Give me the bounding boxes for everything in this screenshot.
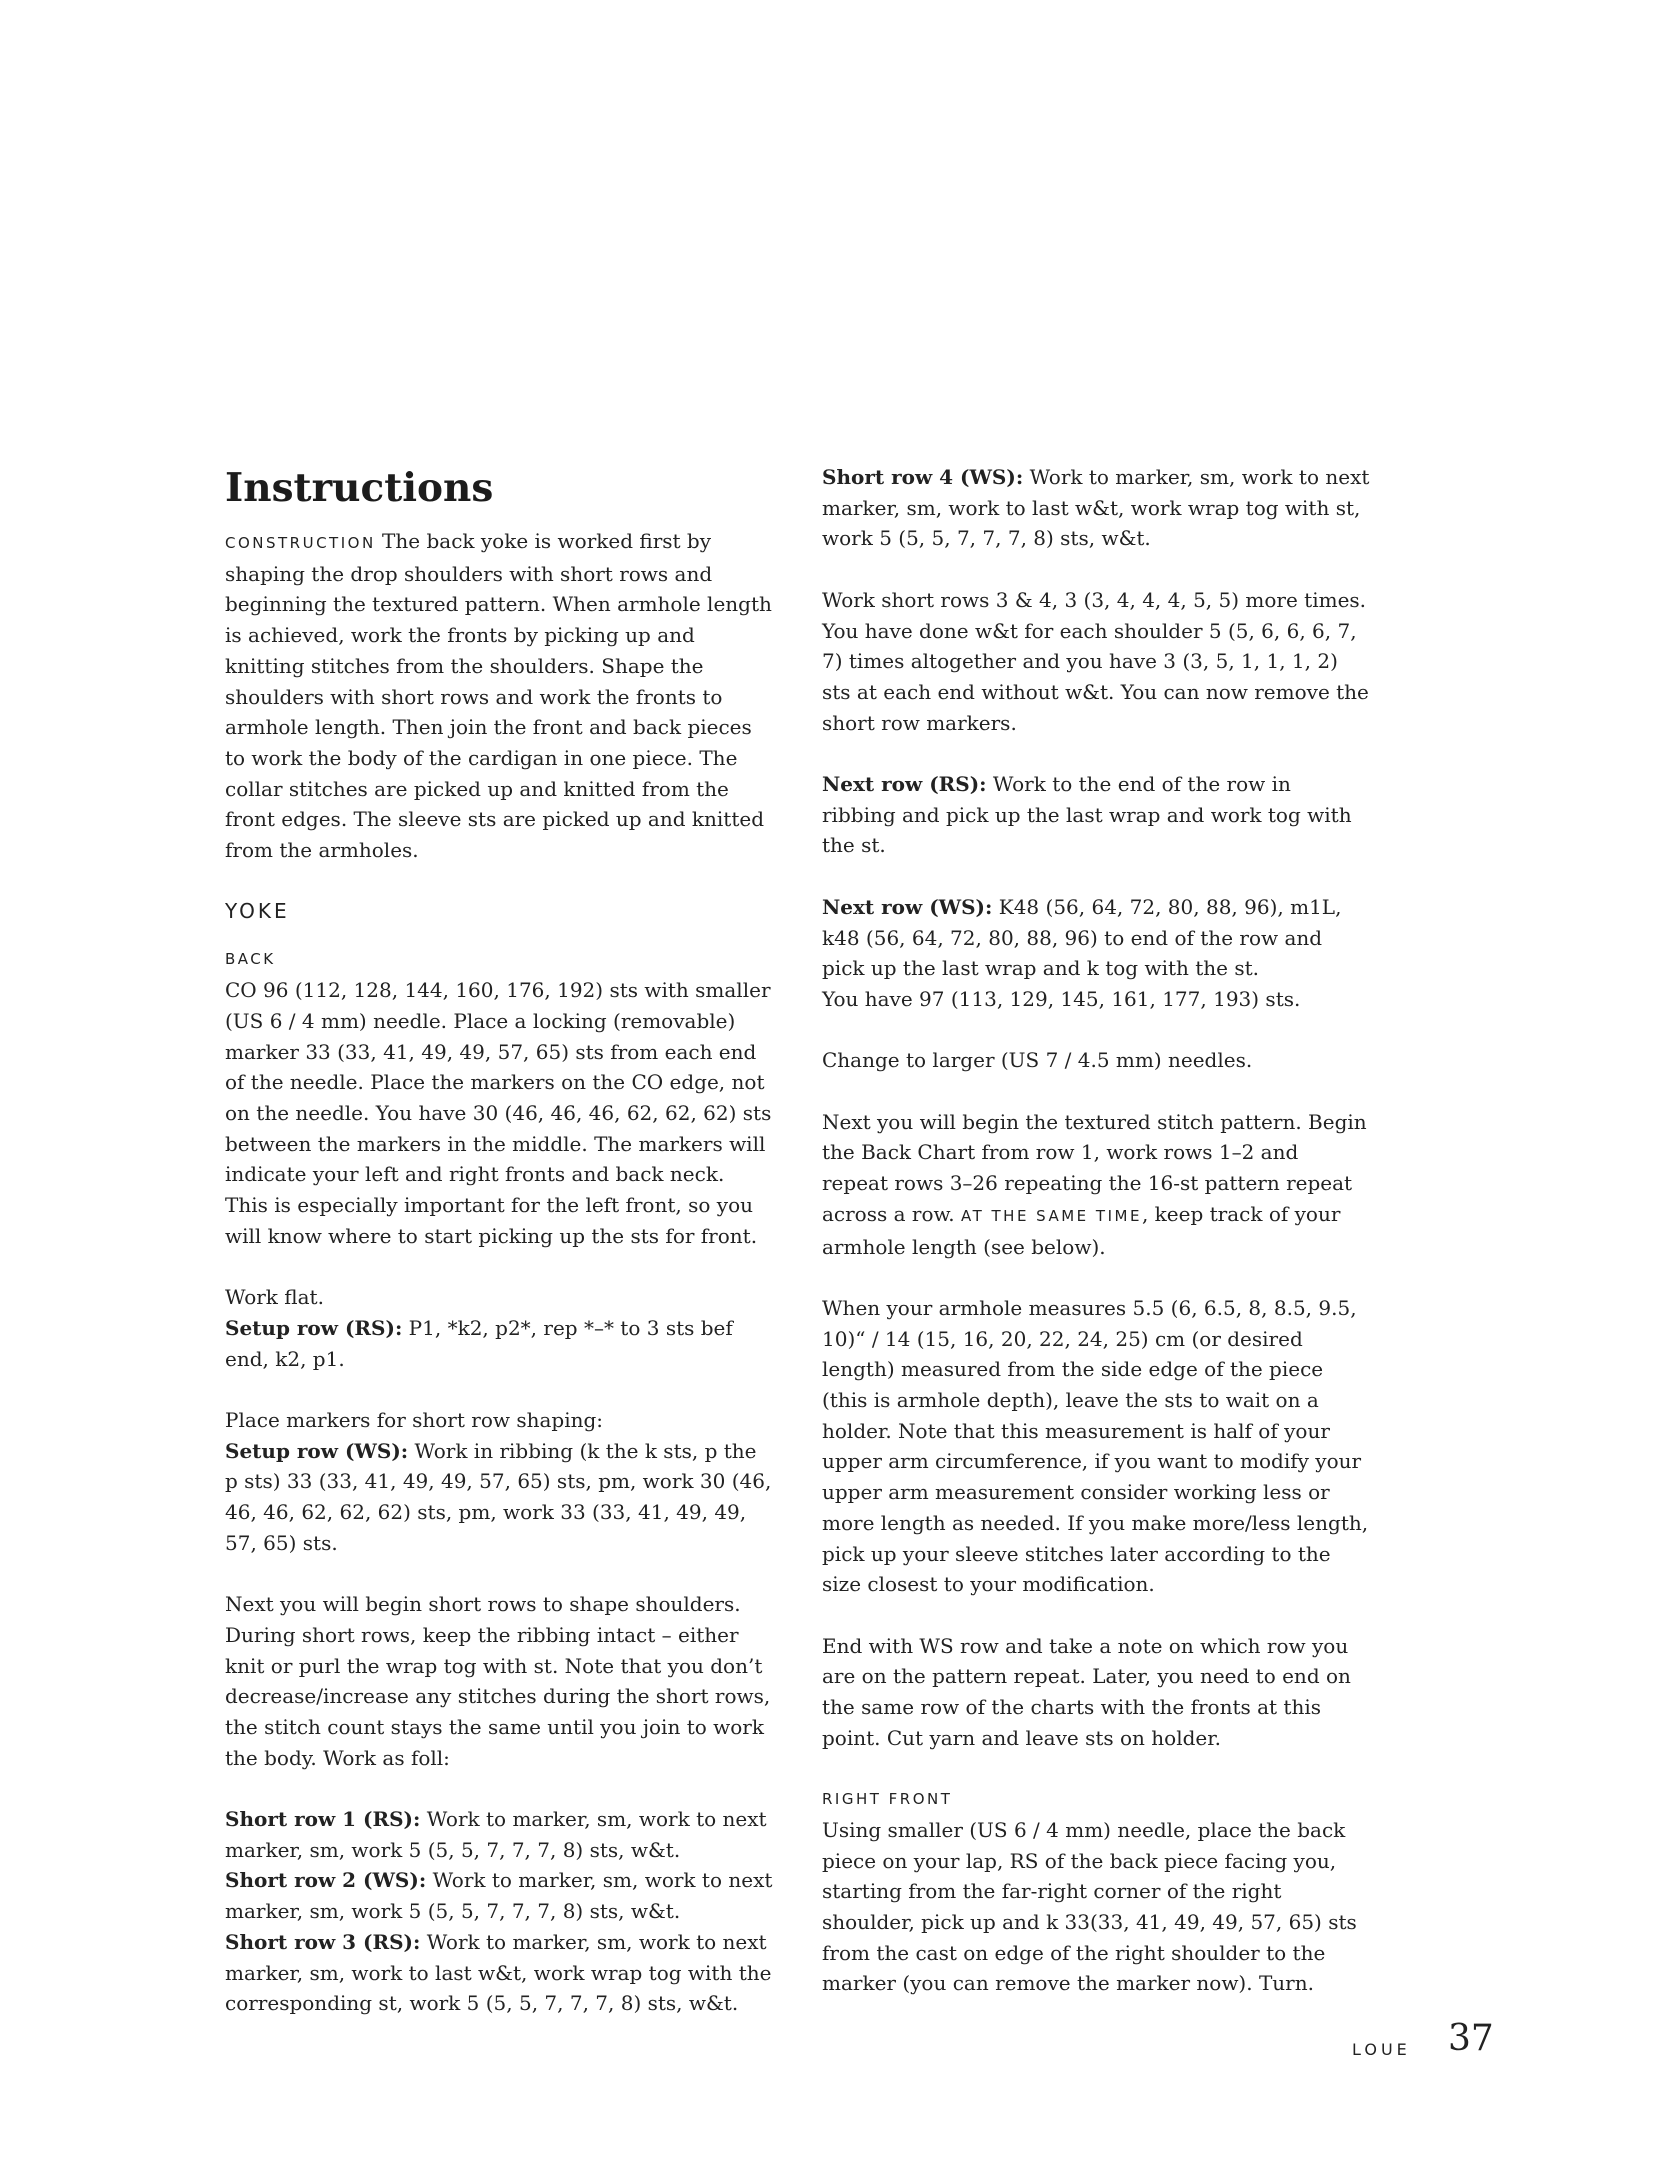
short-rows-intro-paragraph: Next you will begin short rows to shape shoulders. During short rows, keep the ribbing intact – either knit or purl the wrap tog with st. Note that you don’t decrease/increase any stitches during the short rows, the stitch count stays the same until you join to work the body. Work as foll: <box>225 1592 771 1770</box>
at-the-same-time-label: AT THE SAME TIME <box>960 1206 1142 1225</box>
right-column <box>822 462 1370 1999</box>
construction-text: The back yoke is worked first by shaping the drop shoulders with short rows and beginning the textured pattern. When armhole length is achieved, work the fronts by picking up and knitting stitches from the shoulders. Shape the shoulders with short rows and work the fronts to armhole length. Then join the front and back pieces to work the body of the cardigan in one piece. The collar stitches are picked up and knitted from the front edges. The sleeve sts are picked up and knitted from the armholes. <box>225 529 772 863</box>
end-ws-paragraph: End with WS row and take a note on which row you are on the pattern repeat. Later, you need to end on the same row of the charts with the fronts at this point. Cut yarn and leave sts on holder. <box>822 1633 1351 1750</box>
setup-row-rs-label: Setup row (RS): <box>225 1315 403 1340</box>
short-row-1-label: Short row 1 (RS): <box>225 1807 421 1832</box>
page-title: Instructions <box>225 465 494 511</box>
place-markers-text: Place markers for short row shaping: <box>225 1407 604 1432</box>
short-row-2-label: Short row 2 (WS): <box>225 1868 427 1893</box>
short-row-2-text: Work to marker, sm, work to next marker, sm, work 5 (5, 5, 7, 7, 7, 8) sts, w&t. <box>225 1868 773 1924</box>
textured-pattern-paragraph <box>822 1107 1370 1263</box>
short-row-4-text: Work to marker, sm, work to next marker, sm, work to last w&t, work wrap tog with st, work 5 (5, 5, 7, 7, 7, 8) sts, w&t. <box>822 465 1370 551</box>
next-row-rs-paragraph <box>822 769 1370 861</box>
textured-text-b: , keep track of your armhole length (see below). <box>822 1201 1341 1259</box>
back-heading: BACK <box>225 950 276 969</box>
left-column <box>225 462 773 2019</box>
next-row-rs-label: Next row (RS): <box>822 772 987 796</box>
right-front-paragraph <box>822 1784 1370 1999</box>
short-row-3-text: Work to marker, sm, work to next marker, sm, work to last w&t, work wrap tog with the corresponding st, work 5 (5, 5, 7, 7, 7, 8) sts, w&t. <box>225 1929 772 2016</box>
next-row-ws-label: Next row (WS): <box>822 894 993 919</box>
construction-label: CONSTRUCTION <box>225 534 376 552</box>
next-row-ws-paragraph <box>822 892 1370 1015</box>
work-flat-text: Work flat. <box>225 1285 324 1310</box>
page-number: 37 <box>1448 2018 1494 2059</box>
armhole-paragraph: When your armhole measures 5.5 (6, 6.5, 8, 8.5, 9.5, 10)“ / 14 (15, 16, 20, 22, 24, 25) cm (or desired length) measured from the side edge of the piece (this is armhole depth), leave the sts to wait on a holder. Note that this measurement is half of your upper arm circumference, if you want to modify your upper arm measurement consider working less or more length as needed. If you make more/less length, pick up your sleeve stitches later according to the size closest to your modification. <box>822 1295 1369 1597</box>
short-rows-paragraph <box>225 1804 773 2019</box>
short-row-4-paragraph <box>822 462 1370 554</box>
right-front-heading: RIGHT FRONT <box>822 1790 953 1809</box>
short-row-1-text: Work to marker, sm, work to next marker, sm, work 5 (5, 5, 7, 7, 7, 8) sts, w&t. <box>225 1807 767 1862</box>
short-row-4-label: Short row 4 (WS): <box>822 465 1024 489</box>
setup-row-ws-label: Setup row (WS): <box>225 1438 409 1463</box>
setup-row-ws-text: Work in ribbing (k the k sts, p the p sts) 33 (33, 41, 49, 49, 57, 65) sts, pm, work 30 (46, 46, 46, 62, 62, 62) sts, pm, work 33 (33, 41, 49, 49, 57, 65) sts. <box>225 1438 772 1555</box>
short-row-3-label: Short row 3 (RS): <box>225 1929 421 1954</box>
back-paragraph <box>225 944 773 1251</box>
yoke-heading: YOKE <box>225 899 290 924</box>
right-front-text: Using smaller (US 6 / 4 mm) needle, place the back piece on your lap, RS of the back piece facing you, starting from the far-right corner of the right shoulder, pick up and k 33(33, 41, 49, 49, 57, 65) sts from the cast on edge of the right shoulder to the marker (you can remove the marker now). Turn. <box>822 1817 1357 1996</box>
stitch-count-text: You have 97 (113, 129, 145, 161, 177, 193) sts. <box>822 986 1301 1011</box>
setup-row-rs-paragraph <box>225 1282 773 1374</box>
textured-text-a: Next you will begin the textured stitch pattern. Begin the Back Chart from row 1, work rows 1–2 and repeat rows 3–26 repeating the 16-st pattern repeat across a row. <box>822 1109 1367 1226</box>
setup-row-rs-text: P1, *k2, p2*, rep *–* to 3 sts bef end, k2, p1. <box>225 1315 733 1371</box>
footer-brand: LOUE <box>1352 2040 1411 2059</box>
construction-paragraph <box>225 526 773 866</box>
back-text: CO 96 (112, 128, 144, 160, 176, 192) sts with smaller (US 6 / 4 mm) needle. Place a locking (removable) marker 33 (33, 41, 49, 49, 57, 65) sts from each end of the needle. Place the markers on the CO edge, not on the needle. You have 30 (46, 46, 46, 62, 62, 62) sts between the markers in the middle. The markers will indicate your left and right fronts and back neck. This is especially important for the left front, so you will know where to start picking up the sts for front. <box>225 978 772 1248</box>
setup-row-ws-paragraph <box>225 1405 773 1559</box>
change-needles-paragraph: Change to larger (US 7 / 4.5 mm) needles. <box>822 1048 1253 1073</box>
next-row-ws-text: K48 (56, 64, 72, 80, 88, 96), m1L, k48 (56, 64, 72, 80, 88, 96) to end of the row and pick up the last wrap and k tog with the st. <box>822 894 1342 981</box>
repeat-short-rows-paragraph: Work short rows 3 & 4, 3 (3, 4, 4, 4, 5, 5) more times. You have done w&t for each shoulder 5 (5, 6, 6, 6, 7, 7) times altogether and you have 3 (3, 5, 1, 1, 1, 2) sts at each end without w&t. You can now remove the short row markers. <box>822 587 1369 735</box>
next-row-rs-text: Work to the end of the row in ribbing and pick up the last wrap and work tog with the st. <box>822 772 1352 858</box>
